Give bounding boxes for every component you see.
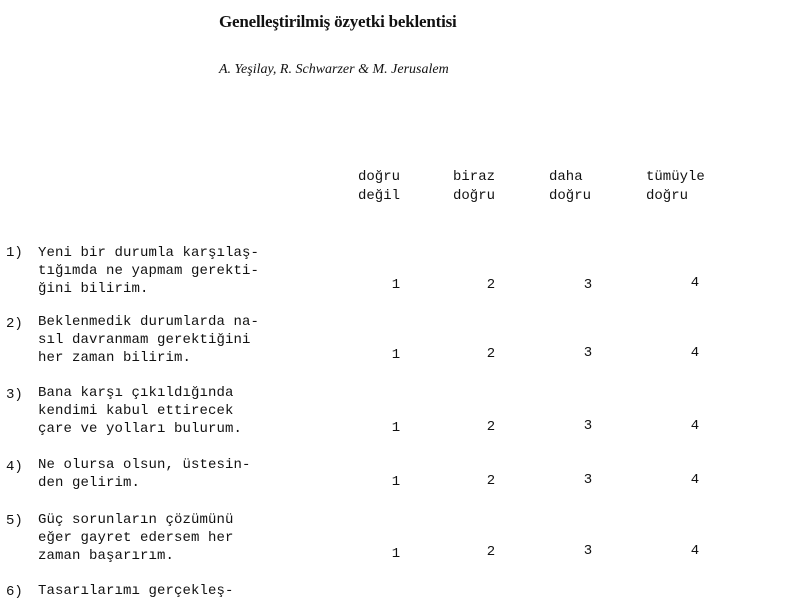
score-option-3[interactable]: 3 [583, 418, 593, 434]
item-number: 4) [6, 459, 23, 475]
column-header-tumuyle-dogru: tümüyle doğru [646, 169, 705, 204]
item-text: Güç sorunların çözümünü eğer gayret edersem her zaman başarırım. [38, 512, 234, 564]
column-header-dogru-degil: doğru değil [358, 169, 401, 204]
score-option-2[interactable]: 2 [486, 473, 496, 489]
document-title: Genelleştirilmiş özyetki beklentisi [219, 12, 457, 31]
score-option-1[interactable]: 1 [391, 277, 401, 293]
item-number: 2) [6, 316, 23, 332]
score-option-4[interactable]: 4 [690, 345, 700, 361]
score-option-4[interactable]: 4 [690, 275, 700, 291]
score-option-4[interactable]: 4 [690, 472, 700, 488]
item-text: Yeni bir durumla karşılaş- tığımda ne yapmam gerekti- ğini bilirim. [38, 245, 260, 297]
item-text: Ne olursa olsun, üstesin- den gelirim. [38, 457, 251, 491]
item-number: 1) [6, 245, 23, 261]
item-text: Bana karşı çıkıldığında kendimi kabul ettirecek çare ve yolları bulurum. [38, 385, 243, 437]
column-header-daha-dogru: daha doğru [549, 169, 592, 204]
score-option-4[interactable]: 4 [690, 418, 700, 434]
score-option-1[interactable]: 1 [391, 420, 401, 436]
score-option-2[interactable]: 2 [486, 419, 496, 435]
score-option-1[interactable]: 1 [391, 347, 401, 363]
score-option-3[interactable]: 3 [583, 277, 593, 293]
item-text: Tasarılarımı gerçekleş- [38, 583, 234, 599]
score-option-3[interactable]: 3 [583, 472, 593, 488]
score-option-4[interactable]: 4 [690, 543, 700, 559]
score-option-2[interactable]: 2 [486, 277, 496, 293]
document-authors: A. Yeşilay, R. Schwarzer & M. Jerusalem [219, 62, 449, 77]
column-header-biraz-dogru: biraz doğru [453, 169, 496, 204]
item-number: 5) [6, 513, 23, 529]
score-option-1[interactable]: 1 [391, 546, 401, 562]
item-text: Beklenmedik durumlarda na- sıl davranmam gerektiğini her zaman bilirim. [38, 314, 260, 366]
score-option-1[interactable]: 1 [391, 474, 401, 490]
score-option-3[interactable]: 3 [583, 543, 593, 559]
score-option-3[interactable]: 3 [583, 345, 593, 361]
score-option-2[interactable]: 2 [486, 544, 496, 560]
score-option-2[interactable]: 2 [486, 346, 496, 362]
item-number: 6) [6, 584, 23, 600]
item-number: 3) [6, 387, 23, 403]
